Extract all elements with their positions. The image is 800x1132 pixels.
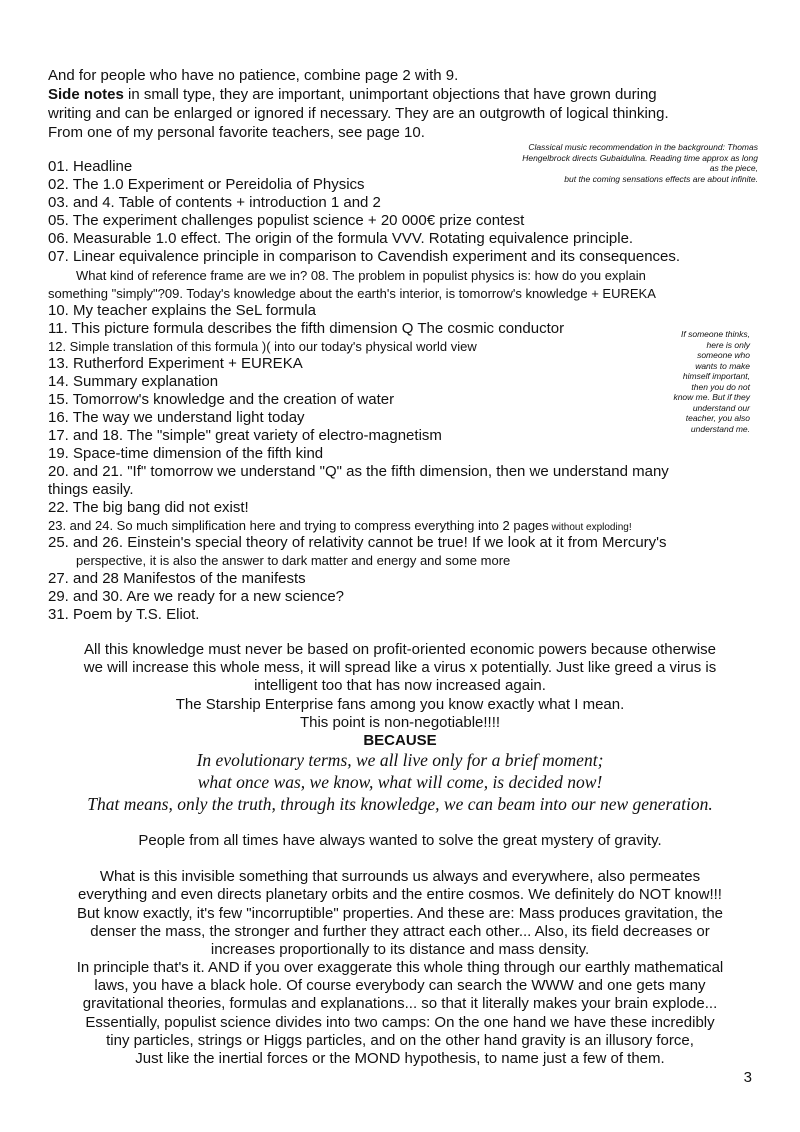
body-p3-line-10: tiny particles, strings or Higgs particles, and on the other hand gravity is an illusory force, — [106, 1032, 694, 1049]
body-p3-line-8: gravitational theories, formulas and explanations... so that it literally makes your brain explode... — [82, 995, 718, 1012]
body-p3-line-7: laws, you have a black hole. Of course everybody can search the WWW and one gets many — [94, 977, 706, 994]
toc-item-20: 20. and 21. "If" tomorrow we understand "Q" as the fifth dimension, then we understand many — [48, 463, 669, 480]
toc-item-01: 01. Headline — [48, 158, 133, 175]
toc-item-25-cont: perspective, it is also the answer to dark matter and energy and some more — [76, 553, 511, 568]
teacher-note-line: If someone thinks, — [681, 329, 750, 339]
teacher-note-line: here is only — [706, 339, 750, 350]
toc-item-02: 02. The 1.0 Experiment or Pereidolia of Physics — [48, 176, 365, 193]
toc-item-23-text: 23. and 24. So much simplification here and trying to compress everything into 2 pages — [48, 518, 549, 533]
toc-item-31: 31. Poem by T.S. Eliot. — [48, 606, 200, 623]
teacher-note-line: understand me. — [690, 423, 750, 434]
teacher-note-line: understand our — [692, 402, 750, 413]
intro-line-2 — [48, 85, 657, 104]
body-p3-line-4: denser the mass, the stronger and further they attract each other... Also, its field decreases or — [90, 923, 710, 940]
toc-item-17: 17. and 18. The "simple" great variety of electro-magnetism — [48, 427, 442, 444]
quote-line-3: That means, only the truth, through its knowledge, we can beam into our new generation. — [87, 794, 713, 814]
because-heading: BECAUSE — [363, 732, 437, 749]
toc-item-22: 22. The big bang did not exist! — [48, 499, 249, 516]
teacher-side-note — [630, 329, 750, 434]
quote-line-1: In evolutionary terms, we all live only for a brief moment; — [196, 750, 604, 770]
music-recommendation-note — [458, 142, 758, 184]
intro-line-2-text: in small type, they are important, unimportant objections that have grown during — [123, 86, 657, 103]
body-p1-line-4: The Starship Enterprise fans among you know exactly what I mean. — [175, 696, 625, 713]
toc-item-20-cont: things easily. — [48, 481, 134, 498]
body-p3-line-3: But know exactly, it's few "incorruptible" properties. And these are: Mass produces gravitation, the — [76, 905, 724, 922]
music-note-line-2: Hengelbrock directs Gubaidulina. Reading time approx as long — [522, 152, 758, 163]
toc-item-07-cont-1: What kind of reference frame are we in? 08. The problem in populist physics is: how do you explain — [76, 268, 646, 283]
toc-item-25: 25. and 26. Einstein's special theory of relativity cannot be true! If we look at it from Mercury's — [48, 534, 667, 551]
body-p3-line-5: increases proportionally to its distance and mass density. — [210, 941, 590, 958]
toc-item-29: 29. and 30. Are we ready for a new science? — [48, 588, 345, 605]
toc-item-19: 19. Space-time dimension of the fifth kind — [48, 445, 324, 462]
page-number: 3 — [743, 1069, 752, 1086]
teacher-note-line: know me. But if they — [673, 392, 750, 402]
teacher-note-line: someone who — [697, 350, 750, 360]
music-note-line-3: as the piece, — [709, 163, 758, 173]
toc-item-23-small: without exploding! — [548, 522, 632, 533]
teacher-note-line: teacher, you also — [685, 413, 750, 423]
toc-item-07: 07. Linear equivalence principle in comparison to Cavendish experiment and its consequences. — [48, 248, 681, 265]
toc-item-05: 05. The experiment challenges populist science + 20 000€ prize contest — [48, 212, 525, 229]
toc-item-03: 03. and 4. Table of contents + introduction 1 and 2 — [48, 194, 381, 211]
body-p1-line-3: intelligent too that has now increased again. — [254, 677, 546, 694]
body-p1-line-1: All this knowledge must never be based on profit-oriented economic powers because otherwise — [83, 641, 716, 658]
toc-item-07-cont-2: something "simply"?09. Today's knowledge about the earth's interior, is tomorrow's knowledge + EUREKA — [48, 286, 656, 301]
toc-item-27: 27. and 28 Manifestos of the manifests — [48, 570, 306, 587]
toc-item-14: 14. Summary explanation — [48, 373, 219, 390]
body-p3-line-9: Essentially, populist science divides into two camps: On the one hand we have these incredibly — [85, 1014, 715, 1031]
intro-line-4: From one of my personal favorite teachers, see page 10. — [48, 124, 425, 141]
toc-item-15: 15. Tomorrow's knowledge and the creation of water — [48, 391, 395, 408]
teacher-note-line: wants to make — [695, 360, 750, 371]
music-note-line-4: but the coming sensations effects are about infinite. — [564, 173, 758, 184]
body-p3-line-11: Just like the inertial forces or the MOND hypothesis, to name just a few of them. — [135, 1050, 665, 1067]
toc-item-16: 16. The way we understand light today — [48, 409, 305, 426]
body-p2: People from all times have always wanted to solve the great mystery of gravity. — [138, 832, 662, 849]
teacher-note-line: himself important, — [682, 371, 750, 381]
toc-item-12: 12. Simple translation of this formula )( into our today's physical world view — [48, 339, 477, 354]
teacher-note-line: then you do not — [691, 381, 750, 392]
toc-item-11: 11. This picture formula describes the fifth dimension Q The cosmic conductor — [48, 320, 565, 337]
side-notes-label: Side notes — [48, 86, 124, 103]
body-p3-line-2: everything and even directs planetary orbits and the entire cosmos. We definitely do NOT know!!! — [78, 886, 722, 903]
music-note-line-1: Classical music recommendation in the background: Thomas — [528, 142, 758, 152]
toc-item-10: 10. My teacher explains the SeL formula — [48, 302, 316, 319]
body-p1-line-5: This point is non-negotiable!!!! — [299, 714, 501, 731]
toc-item-13: 13. Rutherford Experiment + EUREKA — [48, 355, 303, 372]
body-p1-line-2: we will increase this whole mess, it will spread like a virus x potentially. Just like greed a virus is — [83, 659, 717, 676]
toc-item-06: 06. Measurable 1.0 effect. The origin of the formula VVV. Rotating equivalence principle. — [48, 230, 634, 247]
intro-line-3: writing and can be enlarged or ignored if necessary. They are an outgrowth of logical thinking. — [48, 105, 669, 122]
body-p3-line-1: What is this invisible something that surrounds us always and everywhere, also permeates — [99, 868, 701, 885]
body-p3-line-6: In principle that's it. AND if you over exaggerate this whole thing through our earthly mathematical — [76, 959, 724, 976]
intro-line-1: And for people who have no patience, combine page 2 with 9. — [48, 67, 459, 84]
quote-line-2: what once was, we know, what will come, is decided now! — [197, 772, 603, 792]
